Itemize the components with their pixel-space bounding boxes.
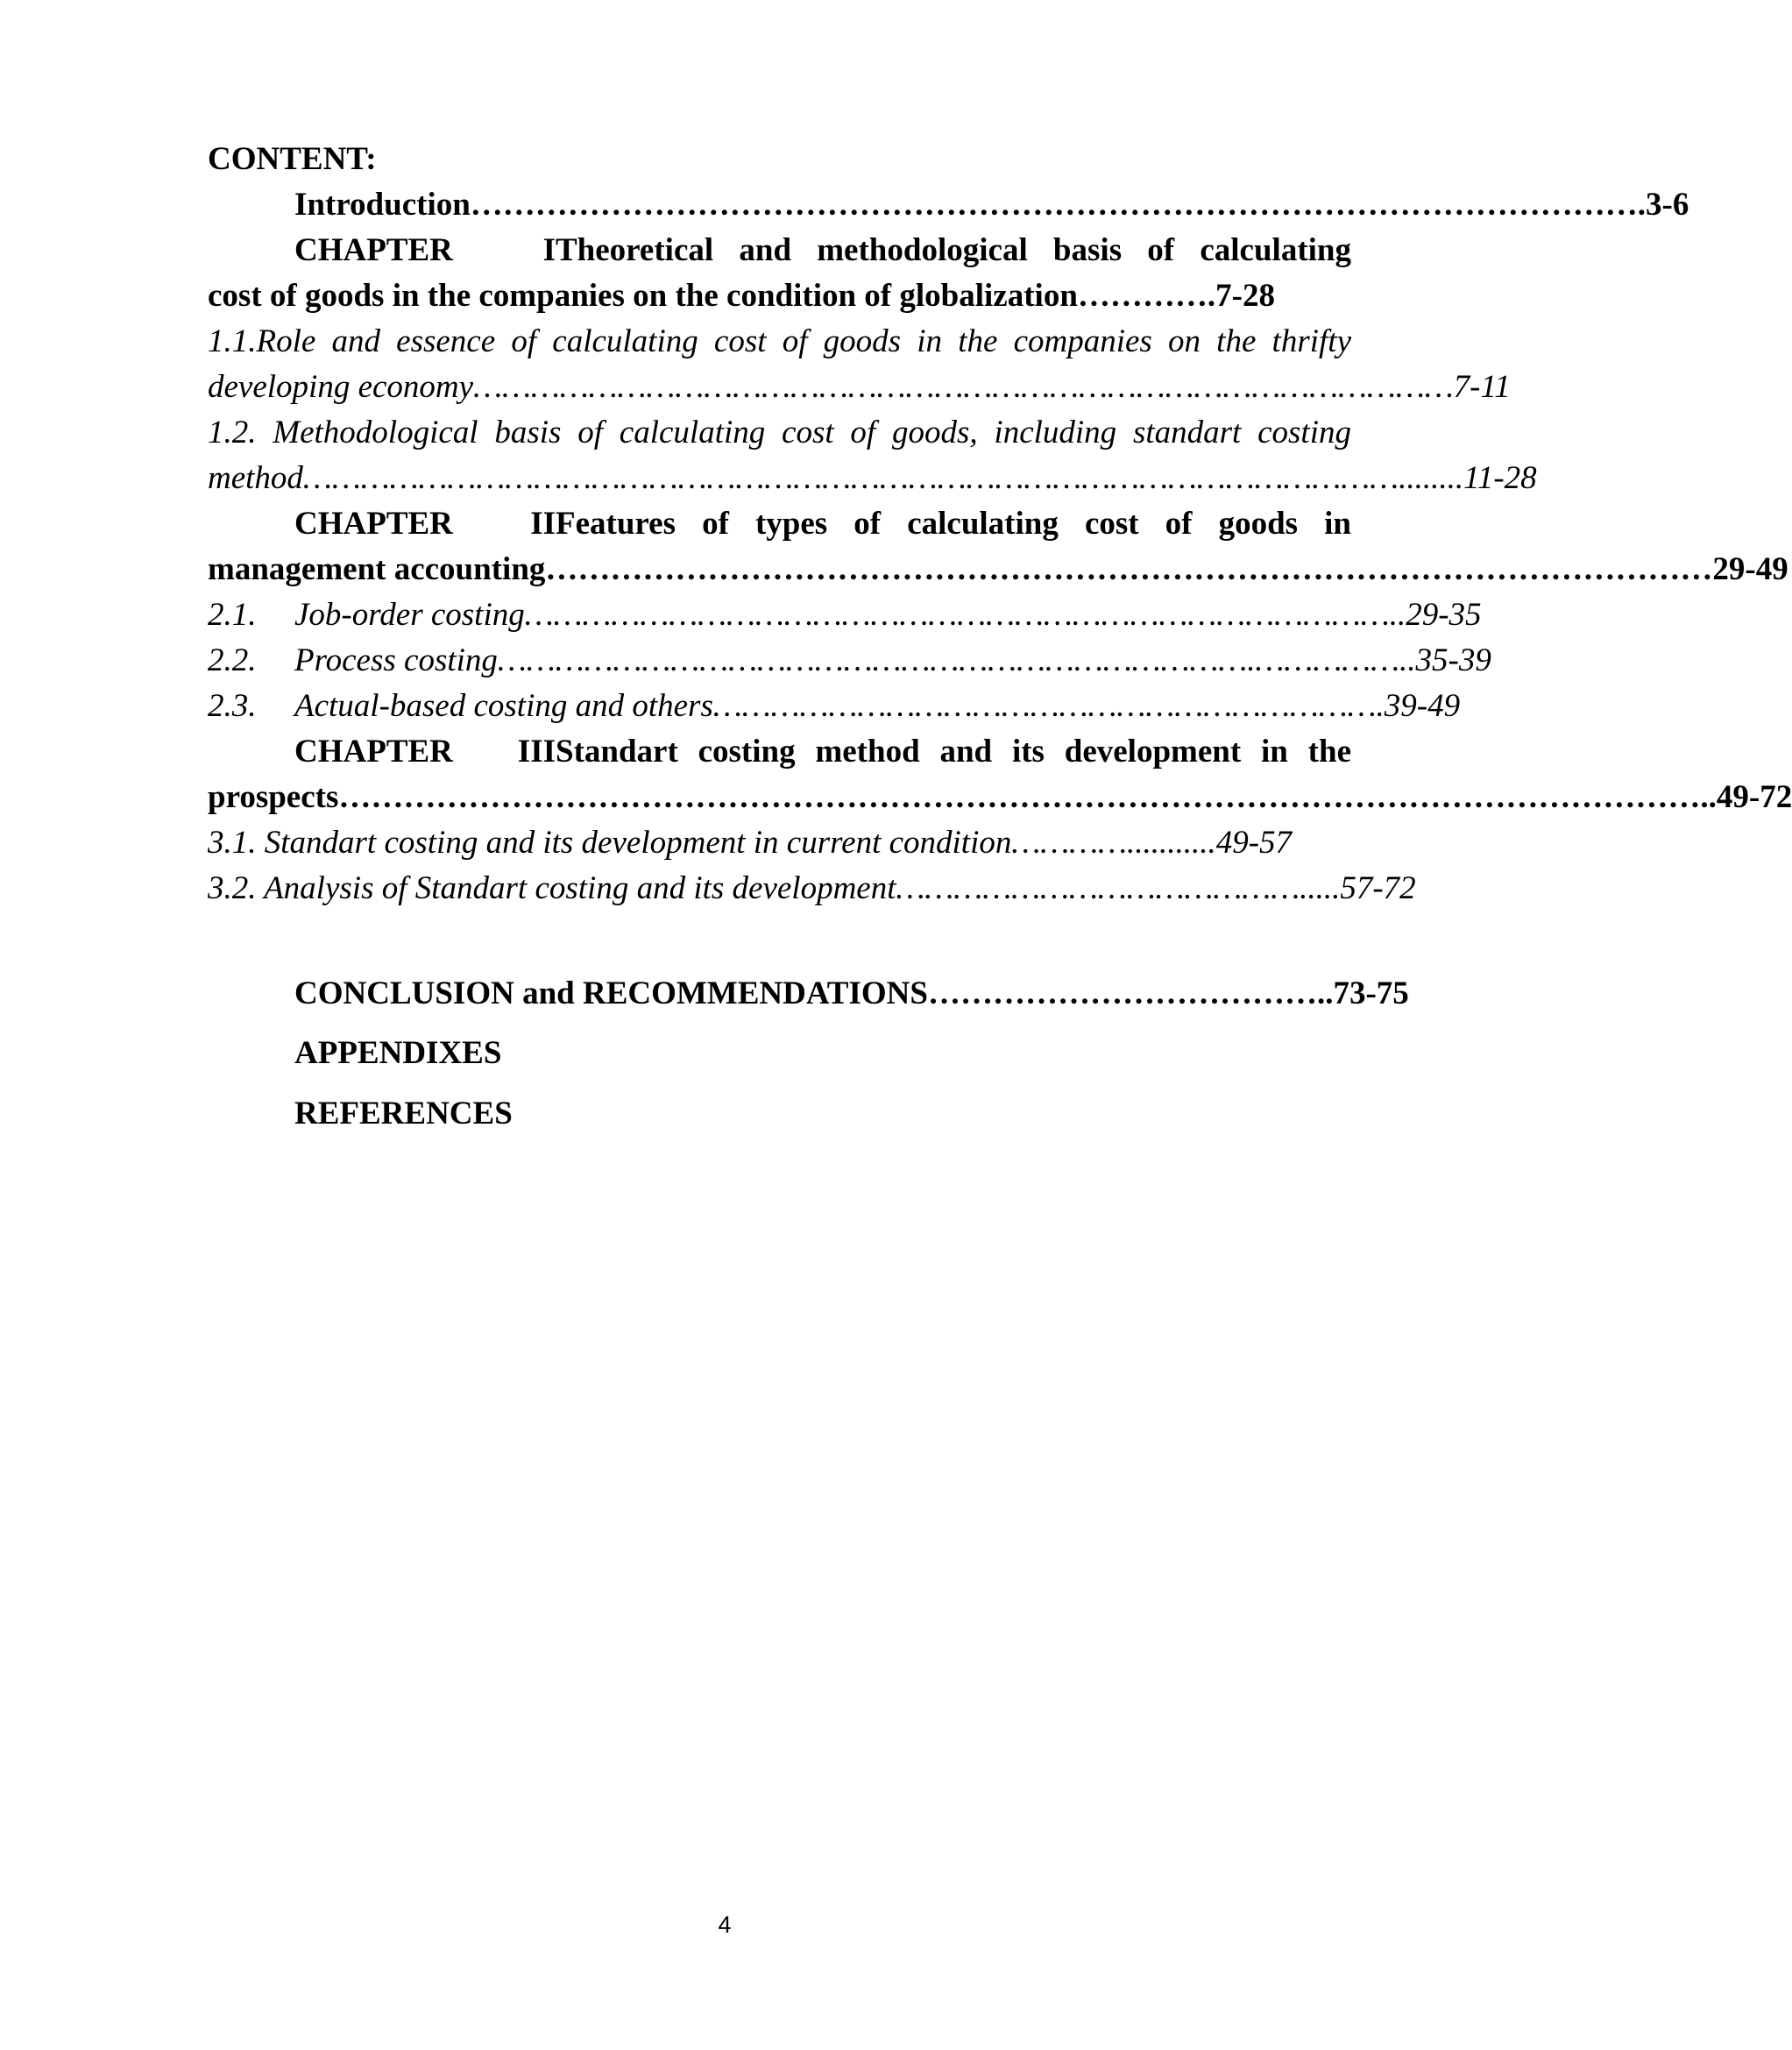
toc-entry-chapter-2-line-2: management accounting………………………………………………………………………………………………29-49 xyxy=(208,551,1788,587)
toc-entry-1-1-line-1: 1.1.Role and essence of calculating cost of goods in the companies on the thrifty xyxy=(208,323,1351,359)
toc-heading: CONTENT: xyxy=(208,141,377,177)
chapter-1-label: CHAPTER I xyxy=(294,232,556,268)
section-title: Job-order costing………………………………………………………………………………..29-35 xyxy=(294,597,1482,633)
toc-entry-3-1: 3.1. Standart costing and its development in current condition…………...........49-57 xyxy=(208,825,1293,861)
toc-entry-introduction: Introduction……………………………………………………………………………………………….3-6 xyxy=(294,187,1689,223)
toc-entry-3-2: 3.2. Analysis of Standart costing and its development…………………………………….....57-72 xyxy=(208,870,1416,906)
toc-entry-conclusion: CONCLUSION and RECOMMENDATIONS………………………………..73-75 xyxy=(294,975,1409,1011)
section-number: 2.1. xyxy=(208,597,257,633)
chapter-2-label: CHAPTER II xyxy=(294,506,556,542)
toc-entry-chapter-3-line-2: prospects………………………………………………………………………………………………………………..49-72 xyxy=(208,779,1792,815)
chapter-3-title: Standart costing method and its development in the xyxy=(556,734,1351,770)
toc-entry-chapter-3-line-1 xyxy=(294,729,1351,775)
section-title: Process costing…………………………………………………………………….……………..35-39 xyxy=(294,642,1491,678)
toc-entry-1-1-line-2: developing economy…………………………………………………………………………………………7-11 xyxy=(208,369,1511,405)
toc-entry-2-3 xyxy=(208,684,1461,729)
chapter-3-label: CHAPTER III xyxy=(294,734,556,770)
section-title: Actual-based costing and others…………………………………………………………….39-49 xyxy=(294,688,1461,724)
toc-entry-2-2 xyxy=(208,638,1491,684)
section-number: 2.3. xyxy=(208,688,257,724)
chapter-1-title: Theoretical and methodological basis of calculating xyxy=(556,232,1351,268)
toc-entry-1-2-line-1: 1.2. Methodological basis of calculating cost of goods, including standart costing xyxy=(208,415,1351,450)
toc-entry-1-2-line-2: method……………………………………………………………………………………………………........11-28 xyxy=(208,460,1537,496)
toc-entry-chapter-1-line-1 xyxy=(294,228,1351,273)
toc-entry-2-1 xyxy=(208,592,1482,638)
toc-entry-appendixes: APPENDIXES xyxy=(294,1035,502,1071)
page-number: 4 xyxy=(718,1912,732,1938)
toc-entry-chapter-1-line-2: cost of goods in the companies on the condition of globalization………….7-28 xyxy=(208,278,1275,314)
toc-entry-references: REFERENCES xyxy=(294,1096,513,1131)
section-number: 2.2. xyxy=(208,642,257,678)
chapter-2-title: Features of types of calculating cost of goods in xyxy=(556,506,1351,542)
toc-entry-chapter-2-line-1 xyxy=(294,501,1351,547)
